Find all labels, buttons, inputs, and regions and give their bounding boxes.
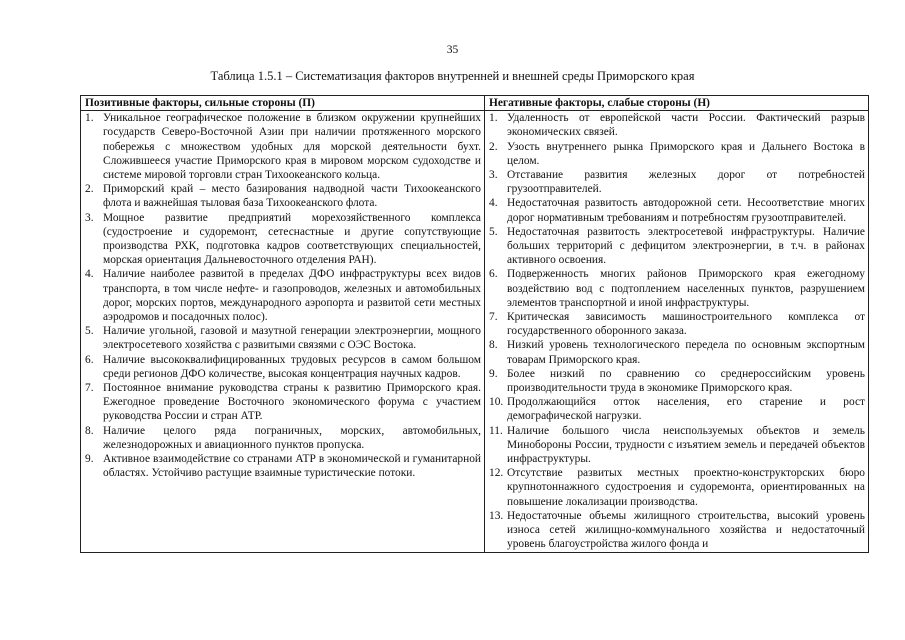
negative-factors-header: Негативные факторы, слабые стороны (Н) xyxy=(485,96,869,111)
item-text: Недостаточные объемы жилищного строительства, высокий уровень износа сетей жилищно-коммунального хозяйства и недостаточный уровень благоустройства жилого фонда и xyxy=(507,509,865,551)
negative-factor-item xyxy=(489,338,865,366)
item-number: 4. xyxy=(489,197,498,210)
item-number: 9. xyxy=(85,453,94,466)
item-number: 5. xyxy=(489,225,498,238)
negative-factors-list xyxy=(485,111,869,552)
positive-factors-list xyxy=(81,111,485,552)
positive-factor-item xyxy=(85,211,481,268)
table-caption: Таблица 1.5.1 – Систематизация факторов внутренней и внешней среды Приморского края xyxy=(210,69,695,83)
item-number: 7. xyxy=(489,311,498,324)
positive-factor-item xyxy=(85,424,481,452)
item-text: Наличие целого ряда пограничных, морских, автомобильных, железнодорожных и авиационного пунктов пропуска. xyxy=(103,424,481,451)
item-text: Уникальное географическое положение в близком окружении крупнейших государств Северо-Восточной Азии при наличии протяженного морского побережья с множеством удобных для морской деятельности бухт. Сложившееся участие Приморского края в мировом морском судоходстве и системе мировой торговли стран Тихоокеанского кольца. xyxy=(103,112,481,182)
positive-factor-item xyxy=(85,111,481,182)
page-number: 35 xyxy=(446,44,459,56)
item-text: Более низкий по сравнению со среднероссийским уровень производительности труда в экономике Приморского края. xyxy=(507,367,865,395)
item-text: Продолжающийся отток населения, его старение и рост демографической нагрузки. xyxy=(507,396,865,423)
item-text: Мощное развитие предприятий морехозяйственного комплекса (судостроение и судоремонт, сетеснастные и другие сопутствующие производства РХК, подготовка кадров соответствующих специальностей, морская ориентация Дальневосточного отделения РАН). xyxy=(103,211,481,267)
item-text: Наличие большого числа неиспользуемых объектов и земель Минобороны России, трудности с изъятием земель и передачей объектов инфраструктуры. xyxy=(507,424,865,466)
item-number: 1. xyxy=(489,112,498,125)
negative-factor-item xyxy=(489,168,865,196)
item-number: 5. xyxy=(85,325,94,338)
item-number: 3. xyxy=(489,169,498,182)
item-number: 10. xyxy=(489,396,504,409)
item-text: Недостаточная развитость автодорожной сети. Несоответствие многих дорог нормативным требованиям и потребностям грузоотправителей. xyxy=(507,197,865,224)
positive-factor-item xyxy=(85,182,481,210)
item-number: 6. xyxy=(85,353,94,366)
negative-factor-item xyxy=(489,140,865,168)
item-number: 3. xyxy=(85,211,94,224)
item-number: 7. xyxy=(85,382,94,395)
item-number: 8. xyxy=(489,339,498,352)
positive-factors-header: Позитивные факторы, сильные стороны (П) xyxy=(81,96,485,111)
item-number: 2. xyxy=(85,183,94,196)
item-number: 13. xyxy=(489,509,504,522)
negative-factor-item xyxy=(489,267,865,310)
negative-factor-item xyxy=(489,424,865,467)
negative-factor-item xyxy=(489,111,865,139)
item-text: Наличие высококвалифицированных трудовых ресурсов в самом большом среди регионов ДФО количестве, высокая концентрация научных кадров. xyxy=(103,353,481,380)
table-body-row xyxy=(81,111,869,552)
item-number: 11. xyxy=(489,424,503,437)
item-text: Активное взаимодействие со странами АТР в экономической и гуманитарной областях. Устойчиво растущие взаимные туристические потоки. xyxy=(103,453,481,480)
negative-factor-item xyxy=(489,509,865,552)
table-header-row xyxy=(81,96,869,111)
negative-factor-item xyxy=(489,310,865,338)
negative-factor-item xyxy=(489,466,865,509)
positive-factor-item xyxy=(85,267,481,324)
item-text: Подверженность многих районов Приморского края ежегодному воздействию вод с подтоплением населенных пунктов, разрушением элементов транспортной и иной инфраструктуры. xyxy=(507,268,865,309)
item-number: 8. xyxy=(85,424,94,437)
factors-table xyxy=(80,95,869,553)
negative-factor-item xyxy=(489,196,865,224)
negative-factor-item xyxy=(489,367,865,395)
item-text: Приморский край – место базирования надводной части Тихоокеанского флота и важнейшая тыловая база Тихоокеанского флота. xyxy=(103,183,481,210)
item-text: Отставание развития железных дорог от потребностей грузоотправителей. xyxy=(507,169,865,196)
positive-factor-item xyxy=(85,324,481,352)
item-number: 1. xyxy=(85,112,94,125)
item-number: 4. xyxy=(85,268,94,281)
negative-factor-item xyxy=(489,225,865,268)
negative-factor-item xyxy=(489,395,865,423)
item-number: 9. xyxy=(489,367,498,380)
item-text: Недостаточная развитость электросетевой инфраструктуры. Наличие больших территорий с дефицитом электроэнергии, в т.ч. в районах активного освоения. xyxy=(507,225,865,267)
item-text: Наличие угольной, газовой и мазутной генерации электроэнергии, мощного электросетевого хозяйства с развитыми связями с ОЭС Востока. xyxy=(103,325,481,352)
positive-factor-item xyxy=(85,353,481,381)
positive-factor-item xyxy=(85,381,481,424)
item-text: Удаленность от европейской части России. Фактический разрыв экономических связей. xyxy=(507,112,865,139)
item-number: 6. xyxy=(489,268,498,281)
item-text: Узость внутреннего рынка Приморского края и Дальнего Востока в целом. xyxy=(507,140,865,167)
item-text: Низкий уровень технологического передела по основным экспортным товарам Приморского края. xyxy=(507,339,865,366)
item-text: Наличие наиболее развитой в пределах ДФО инфраструктуры всех видов транспорта, в том числе нефте- и газопроводов, железных и автомобильных дорог, морских портов, международного аэропорта и развитой сети местных аэродромов и посадочных полос). xyxy=(103,268,481,324)
item-number: 12. xyxy=(489,467,504,480)
item-number: 2. xyxy=(489,140,498,153)
item-text: Постоянное внимание руководства страны к развитию Приморского края. Ежегодное проведение Восточного экономического форума с участием руководства России и стран АТР. xyxy=(103,382,481,423)
item-text: Критическая зависимость машиностроительного комплекса от государственного оборонного заказа. xyxy=(507,311,865,338)
positive-factor-item xyxy=(85,452,481,480)
item-text: Отсутствие развитых местных проектно-конструкторских бюро крупнотоннажного судостроения и судоремонта, ориентированных на повышение локализации производства. xyxy=(507,467,865,508)
